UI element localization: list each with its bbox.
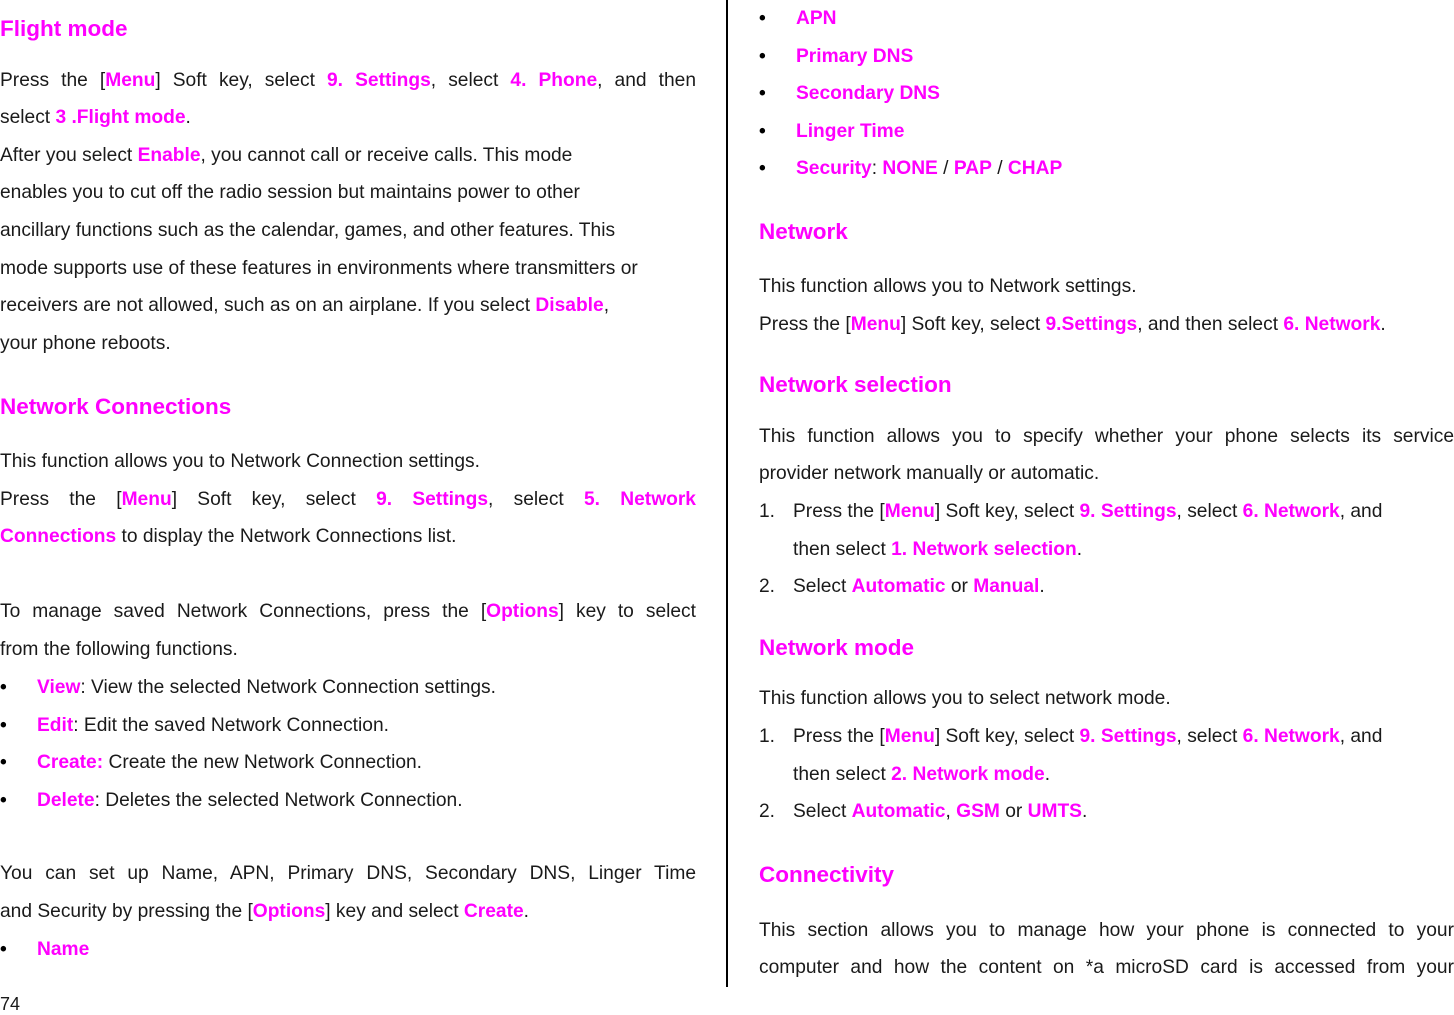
keyword: Create: (37, 752, 104, 773)
text-run: Press the [ (793, 501, 885, 522)
bullet-icon: • (759, 83, 766, 104)
keyword: GSM (956, 801, 1000, 822)
keyword: View (37, 677, 81, 698)
text-run: and Security by pressing the [ (0, 901, 253, 922)
keyword: APN (796, 8, 837, 29)
text-run: , you cannot call or receive calls. This mode (200, 145, 573, 166)
bullet-icon: • (759, 158, 766, 179)
keyword: Disable (535, 295, 604, 316)
text-run: , and (1339, 501, 1383, 522)
text-run: Select (793, 576, 852, 597)
keyword: Connections (0, 526, 117, 547)
text-run: , select (488, 489, 585, 510)
keyword: Linger Time (796, 120, 905, 142)
text-run: : View the selected Network Connection settings. (80, 677, 496, 698)
network-paragraph-1: This function allows you to Network settings. (759, 276, 1137, 297)
step-continuation (793, 538, 1082, 562)
step-number: 1. (759, 501, 776, 522)
heading-network: Network (759, 219, 848, 244)
text-run: ] Soft key, select (171, 489, 377, 510)
keyword: Options (252, 901, 326, 922)
keyword: 1. Network selection (891, 538, 1077, 560)
page-number: 74 (0, 994, 21, 1014)
text-run: . (1076, 538, 1083, 560)
netsel-paragraph-1a: This function allows you to specify whether your phone selects its service (759, 426, 1454, 447)
netconn-paragraph-1: This function allows you to Network Connection settings. (0, 451, 480, 472)
keyword: 6. Network (1242, 726, 1340, 747)
conn-paragraph-1b: computer and how the content on *a microSD card is accessed from your (759, 957, 1454, 978)
text-run: After you select (0, 145, 138, 166)
bullet-item (0, 676, 496, 700)
text-run: Create the new Network Connection. (103, 752, 423, 773)
keyword: 6. Network (1283, 314, 1381, 335)
keyword: 9.Settings (1045, 314, 1138, 335)
text-run: Press the [ (0, 489, 122, 510)
netconn-paragraph-2b (0, 525, 456, 549)
flight-paragraph-1 (0, 69, 696, 93)
text-run: receivers are not allowed, such as on an airplane. If you select (0, 295, 536, 316)
keyword: Menu (105, 70, 156, 91)
heading-flight-mode: Flight mode (0, 16, 128, 41)
bullet-item (0, 938, 89, 962)
text-run: : (871, 158, 883, 179)
text-run: / (991, 158, 1008, 179)
text-run: Press the [ (0, 70, 106, 91)
text-run: : Edit the saved Network Connection. (73, 714, 389, 736)
text-run: , select (1176, 726, 1243, 747)
setup-paragraph-1a: You can set up Name, APN, Primary DNS, Secondary DNS, Linger Time (0, 863, 696, 884)
text-run: ] Soft key, select (934, 501, 1080, 522)
flight-paragraph-2d: mode supports use of these features in environments where transmitters or (0, 258, 638, 279)
bullet-icon: • (0, 939, 7, 960)
step-item (759, 800, 1087, 824)
heading-network-selection: Network selection (759, 372, 952, 397)
text-run: then select (793, 538, 892, 560)
column-divider (726, 0, 728, 987)
keyword: Security (796, 158, 872, 179)
text-run: ] key and select (325, 901, 464, 922)
text-run: . (185, 107, 191, 128)
text-run: , (945, 801, 957, 822)
text-run: , and (1339, 726, 1383, 747)
text-run: or (999, 801, 1028, 822)
keyword: Menu (121, 489, 172, 510)
text-run: select (0, 107, 56, 128)
heading-network-connections: Network Connections (0, 394, 232, 419)
keyword: 4. Phone (510, 70, 598, 91)
network-paragraph-2 (759, 313, 1386, 337)
keyword: CHAP (1007, 158, 1063, 179)
text-run: ] Soft key, select (155, 70, 328, 91)
bullet-item (759, 157, 1062, 181)
options-paragraph-1a (0, 600, 696, 624)
bullet-icon: • (0, 752, 7, 773)
bullet-item (759, 7, 837, 31)
bullet-item (759, 45, 913, 69)
options-paragraph-1b: from the following functions. (0, 639, 238, 660)
text-run: , select (430, 70, 511, 91)
text-run: . (1039, 576, 1045, 597)
bullet-icon: • (759, 45, 766, 67)
bullet-icon: • (0, 677, 7, 698)
bullet-icon: • (759, 120, 766, 142)
text-run: ] Soft key, select (934, 726, 1080, 747)
text-run: Select (793, 801, 852, 822)
text-run: / (937, 158, 954, 179)
heading-connectivity: Connectivity (759, 862, 895, 887)
flight-paragraph-2c: ancillary functions such as the calendar, games, and other features. This (0, 220, 616, 241)
bullet-icon: • (0, 714, 7, 736)
bullet-item (0, 714, 389, 738)
text-run: ] Soft key, select (900, 314, 1046, 335)
text-run: , select (1176, 501, 1243, 522)
text-run: . (1044, 763, 1051, 785)
keyword: Enable (137, 145, 201, 166)
text-run: . (523, 901, 529, 922)
keyword: UMTS (1027, 801, 1082, 822)
keyword: Options (486, 601, 559, 622)
flight-paragraph-1b (0, 106, 191, 130)
keyword: Name (37, 939, 90, 960)
keyword: Create (463, 901, 524, 922)
text-run: ] key to select (558, 601, 696, 622)
step-number: 2. (759, 801, 776, 822)
text-run: . (1081, 801, 1088, 822)
text-run: to display the Network Connections list. (116, 526, 457, 547)
text-run: Press the [ (793, 726, 885, 747)
step-item (759, 575, 1045, 599)
step-continuation (793, 763, 1050, 787)
step-item (759, 500, 1382, 524)
keyword: Menu (850, 314, 901, 335)
keyword: Delete (37, 789, 95, 811)
keyword: Edit (37, 714, 74, 736)
text-run: then select (793, 763, 892, 785)
keyword: 9. Settings (1079, 501, 1177, 522)
keyword: Secondary DNS (796, 83, 940, 104)
step-number: 2. (759, 576, 776, 597)
keyword: 9. Settings (327, 70, 431, 91)
text-run: , (603, 295, 610, 316)
keyword: 9. Settings (1079, 726, 1177, 747)
text-run: or (945, 576, 974, 597)
keyword: PAP (953, 158, 992, 179)
conn-paragraph-1a: This section allows you to manage how your phone is connected to your (759, 920, 1454, 941)
netsel-paragraph-1b: provider network manually or automatic. (759, 463, 1100, 484)
step-number: 1. (759, 726, 776, 747)
keyword: Menu (884, 501, 935, 522)
flight-paragraph-2a (0, 144, 572, 168)
flight-paragraph-2b: enables you to cut off the radio session but maintains power to other (0, 182, 580, 203)
netmode-paragraph-1: This function allows you to select network mode. (759, 688, 1171, 709)
bullet-item (0, 751, 422, 775)
text-run: , and then select (1137, 314, 1284, 335)
text-run: , and then (597, 70, 696, 91)
bullet-item (0, 789, 463, 813)
keyword: 9. Settings (376, 489, 489, 510)
setup-paragraph-1b (0, 900, 529, 924)
bullet-icon: • (0, 789, 7, 811)
bullet-item (759, 120, 904, 144)
bullet-item (759, 82, 940, 106)
text-run: : Deletes the selected Network Connection. (94, 789, 463, 811)
keyword: 3 .Flight mode (55, 107, 186, 128)
text-run: Press the [ (759, 314, 851, 335)
keyword: Menu (884, 726, 935, 747)
keyword: 2. Network mode (891, 763, 1045, 785)
keyword: 5. Network (584, 489, 696, 510)
keyword: Automatic (851, 801, 946, 822)
keyword: NONE (882, 158, 938, 179)
keyword: Primary DNS (796, 45, 914, 67)
keyword: Manual (973, 576, 1040, 597)
flight-paragraph-2e (0, 294, 609, 318)
bullet-icon: • (759, 8, 766, 29)
text-run: To manage saved Network Connections, press the [ (0, 601, 487, 622)
heading-network-mode: Network mode (759, 635, 915, 660)
text-run: . (1380, 314, 1386, 335)
keyword: Automatic (851, 576, 946, 597)
netconn-paragraph-2a (0, 488, 696, 512)
flight-paragraph-2f: your phone reboots. (0, 333, 171, 354)
keyword: 6. Network (1242, 501, 1340, 522)
step-item (759, 725, 1382, 749)
